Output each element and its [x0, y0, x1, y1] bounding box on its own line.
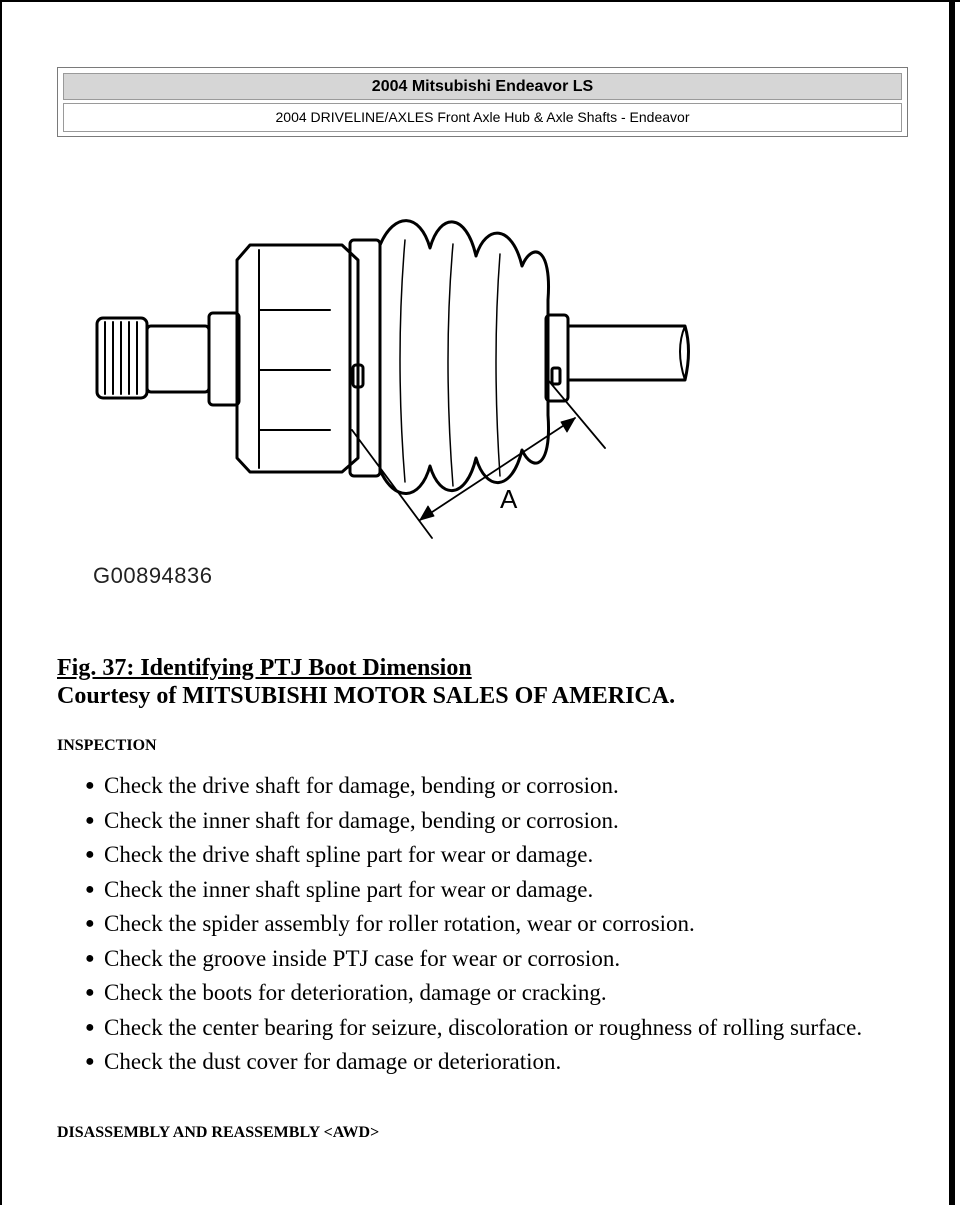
list-item: ● Check the center bearing for seizure, discoloration or roughness of rolling surface. [85, 1014, 863, 1040]
vehicle-title: 2004 Mitsubishi Endeavor LS [63, 73, 902, 100]
dimension-a [352, 380, 605, 538]
bullet-icon: ● [85, 880, 95, 898]
figure-caption [57, 654, 675, 710]
bullet-icon: ● [85, 846, 95, 863]
bullet-icon: ● [85, 915, 95, 932]
list-item: ● Check the boots for deterioration, damage or cracking. [85, 980, 607, 1005]
bullet-icon: ● [85, 1053, 95, 1070]
ptj-boot-illustration [60, 200, 720, 600]
list-item: ● Check the groove inside PTJ case for wear or corrosion. [85, 945, 621, 971]
bullet-icon: ● [85, 777, 95, 794]
figure-id: G00894836 [93, 563, 213, 588]
page-top-border [0, 0, 960, 2]
figure-credit: Courtesy of MITSUBISHI MOTOR SALES OF AMERICA. [57, 683, 676, 709]
list-item: ● Check the drive shaft spline part for wear or damage. [85, 842, 594, 867]
list-item: ● Check the inner shaft for damage, bending or corrosion. [85, 807, 619, 833]
list-item: ● Check the drive shaft for damage, bending or corrosion. [85, 773, 619, 798]
bullet-icon: ● [85, 949, 95, 967]
boot-band [350, 240, 380, 476]
inspection-heading: INSPECTION [57, 737, 157, 754]
bullet-icon: ● [85, 984, 95, 1001]
list-item: ● Check the inner shaft spline part for wear or damage. [85, 876, 594, 902]
list-item: ● Check the spider assembly for roller rotation, wear or corrosion. [85, 911, 695, 936]
list-item: ● Check the dust cover for damage or deterioration. [85, 1049, 562, 1074]
dimension-a-label: A [500, 484, 518, 514]
page-right-border [949, 0, 955, 1205]
axle-shaft [568, 326, 689, 380]
figure-title: Fig. 37: Identifying PTJ Boot Dimension [57, 655, 472, 681]
ptj-housing [237, 245, 358, 472]
disassembly-heading: DISASSEMBLY AND REASSEMBLY <AWD> [57, 1124, 380, 1141]
spline-stub [97, 318, 147, 398]
inspection-list [57, 772, 887, 1083]
bullet-icon: ● [85, 811, 95, 829]
bullet-icon: ● [85, 1018, 95, 1036]
section-title: 2004 DRIVELINE/AXLES Front Axle Hub & Axle Shafts - Endeavor [63, 103, 902, 132]
page-left-border [0, 0, 2, 1205]
document-header [57, 67, 908, 137]
